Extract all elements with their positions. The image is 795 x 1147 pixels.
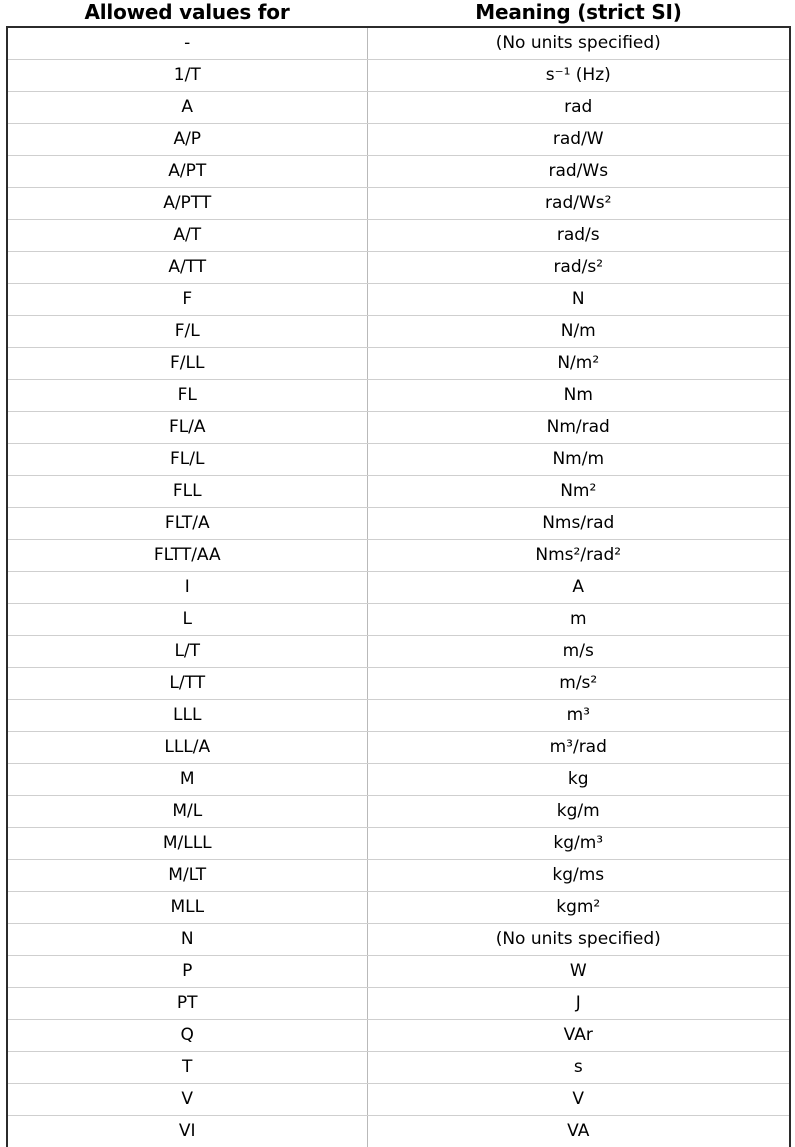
cell-allowed-value: M/LLL [7,828,367,860]
cell-allowed-value: M/LT [7,860,367,892]
cell-meaning: rad/Ws [367,156,790,188]
cell-meaning: rad/s [367,220,790,252]
cell-meaning: m/s² [367,668,790,700]
table-row [7,540,790,572]
cell-meaning: rad/W [367,124,790,156]
cell-meaning: (No units specified) [367,924,790,956]
table-row [7,732,790,764]
table-row [7,380,790,412]
cell-meaning: kg/m [367,796,790,828]
table-row [7,348,790,380]
cell-allowed-value: FLT/A [7,508,367,540]
cell-meaning: Nm [367,380,790,412]
cell-allowed-value: F/LL [7,348,367,380]
table-row [7,700,790,732]
table-row [7,508,790,540]
cell-allowed-value: A/P [7,124,367,156]
cell-meaning: m [367,604,790,636]
cell-allowed-value: VI [7,1116,367,1147]
cell-meaning: VA [367,1116,790,1147]
cell-allowed-value: LLL/A [7,732,367,764]
cell-allowed-value: FLTT/AA [7,540,367,572]
cell-meaning: kg/m³ [367,828,790,860]
cell-allowed-value: L/T [7,636,367,668]
cell-meaning: N/m² [367,348,790,380]
cell-meaning: Nm² [367,476,790,508]
table-row [7,668,790,700]
table-row [7,572,790,604]
cell-allowed-value: F/L [7,316,367,348]
cell-allowed-value: F [7,284,367,316]
cell-allowed-value: P [7,956,367,988]
cell-allowed-value: Q [7,1020,367,1052]
cell-allowed-value: FLL [7,476,367,508]
cell-allowed-value: T [7,1052,367,1084]
table-row [7,1116,790,1147]
cell-meaning: m/s [367,636,790,668]
table-row [7,60,790,92]
table-row [7,892,790,924]
cell-allowed-value: 1/T [7,60,367,92]
table-row [7,156,790,188]
cell-meaning: rad [367,92,790,124]
cell-allowed-value: A/T [7,220,367,252]
cell-meaning: (No units specified) [367,27,790,60]
table-row [7,220,790,252]
table-row [7,828,790,860]
cell-allowed-value: A [7,92,367,124]
table-row [7,412,790,444]
cell-allowed-value: I [7,572,367,604]
cell-allowed-value: L/TT [7,668,367,700]
cell-allowed-value: PT [7,988,367,1020]
table-row [7,444,790,476]
cell-allowed-value: A/PT [7,156,367,188]
table-row [7,796,790,828]
cell-meaning: s [367,1052,790,1084]
column-header-meaning: Meaning (strict SI) [367,0,790,27]
cell-meaning: VAr [367,1020,790,1052]
cell-meaning: Nms²/rad² [367,540,790,572]
cell-allowed-value: N [7,924,367,956]
cell-meaning: rad/s² [367,252,790,284]
cell-meaning: A [367,572,790,604]
table-row [7,188,790,220]
table-row [7,124,790,156]
cell-meaning: N [367,284,790,316]
cell-allowed-value: FL [7,380,367,412]
table-row [7,604,790,636]
cell-meaning: kg [367,764,790,796]
allowed-values-table [6,0,791,1147]
cell-allowed-value: L [7,604,367,636]
cell-allowed-value: M [7,764,367,796]
table-row [7,636,790,668]
cell-meaning: V [367,1084,790,1116]
cell-allowed-value: - [7,27,367,60]
table-row [7,476,790,508]
table-row [7,988,790,1020]
table-row [7,27,790,60]
cell-meaning: rad/Ws² [367,188,790,220]
table-row [7,252,790,284]
cell-meaning: W [367,956,790,988]
table-row [7,860,790,892]
cell-meaning: Nms/rad [367,508,790,540]
table-row [7,956,790,988]
cell-meaning: s⁻¹ (Hz) [367,60,790,92]
cell-meaning: kg/ms [367,860,790,892]
cell-allowed-value: A/PTT [7,188,367,220]
table-row [7,1052,790,1084]
cell-meaning: Nm/rad [367,412,790,444]
table-row [7,764,790,796]
cell-allowed-value: MLL [7,892,367,924]
cell-allowed-value: A/TT [7,252,367,284]
cell-allowed-value: M/L [7,796,367,828]
table-row [7,284,790,316]
cell-allowed-value: FL/A [7,412,367,444]
table-row [7,924,790,956]
table-row [7,1020,790,1052]
cell-meaning: Nm/m [367,444,790,476]
table-row [7,92,790,124]
cell-meaning: N/m [367,316,790,348]
table-body [7,27,790,1147]
table-row [7,1084,790,1116]
table-row [7,316,790,348]
table-header [7,0,790,27]
cell-allowed-value: LLL [7,700,367,732]
cell-allowed-value: FL/L [7,444,367,476]
cell-meaning: m³/rad [367,732,790,764]
cell-allowed-value: V [7,1084,367,1116]
cell-meaning: J [367,988,790,1020]
column-header-allowed-values: Allowed values for [7,0,367,27]
cell-meaning: m³ [367,700,790,732]
cell-meaning: kgm² [367,892,790,924]
